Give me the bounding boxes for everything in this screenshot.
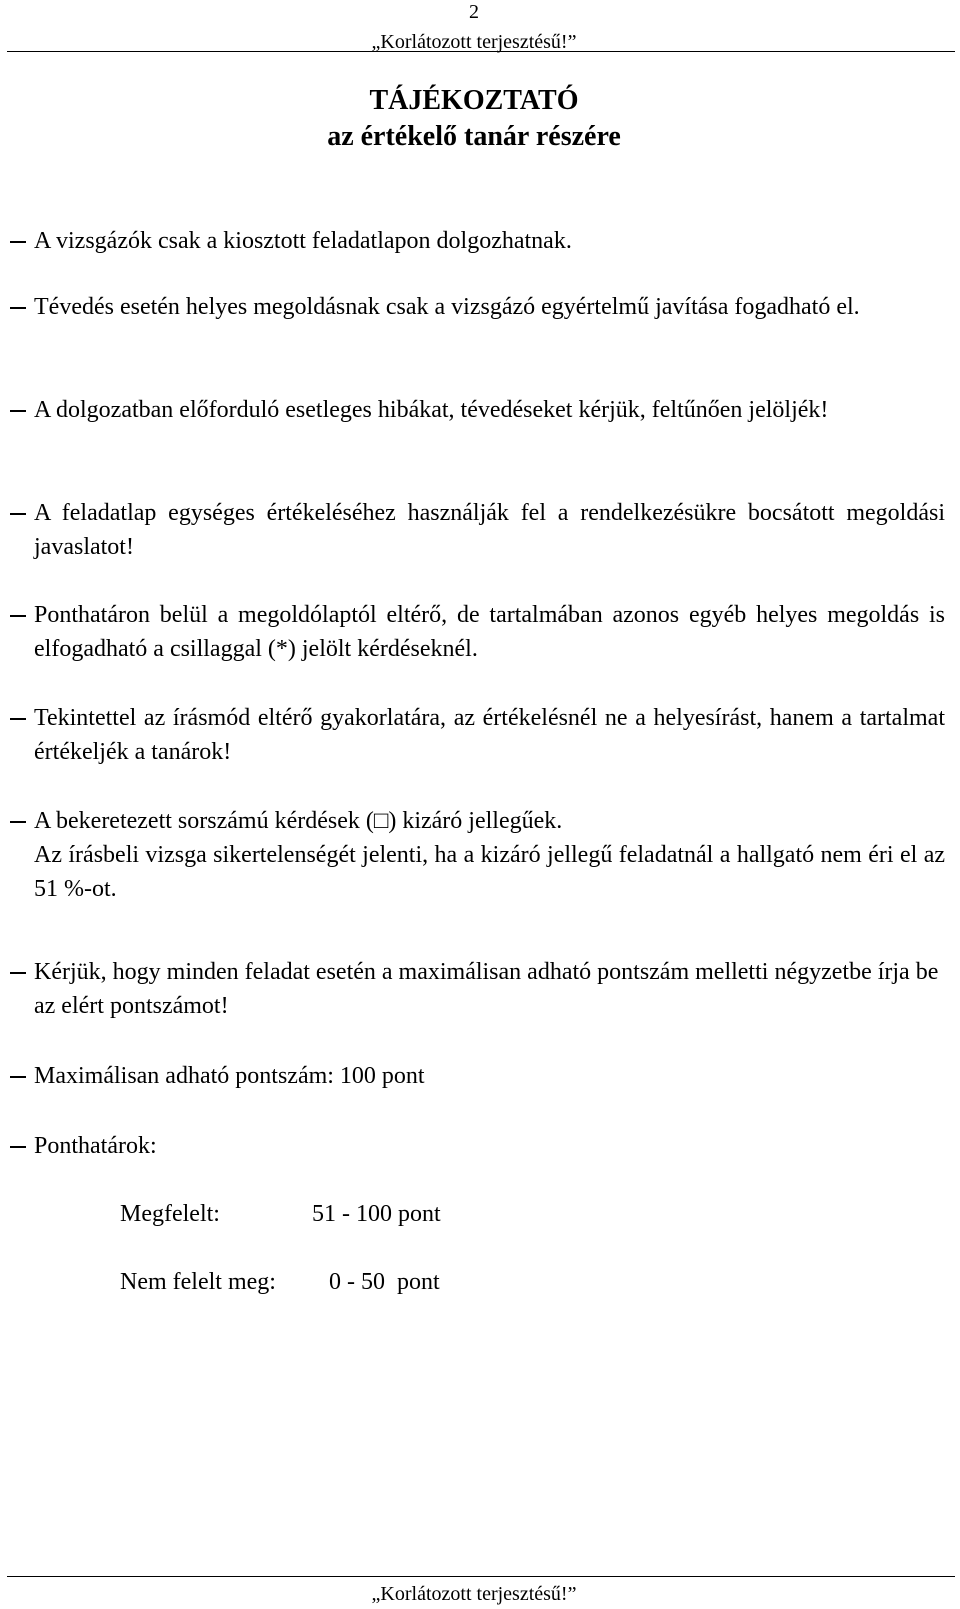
list-item-text: A dolgozatban előforduló esetleges hibákat, tévedéseket kérjük, feltűnően jelöljék! xyxy=(34,397,829,423)
list-item-text-continued: Az írásbeli vizsga sikertelenségét jelenti, ha a kizáró jellegű feladatnál a hallgató nem éri el az 51 %-ot. xyxy=(34,842,945,902)
page-number: 2 xyxy=(469,1,479,23)
list-item xyxy=(10,701,945,769)
threshold-pass-value: 51 - 100 pont xyxy=(312,1201,441,1227)
dash-bullet-icon xyxy=(10,718,26,720)
threshold-pass-label: Megfelelt: xyxy=(120,1201,220,1227)
header-divider xyxy=(7,51,955,52)
list-item-text: Kérjük, hogy minden feladat esetén a maximálisan adható pontszám melletti négyzetbe írja be az elért pontszámot! xyxy=(34,959,939,1019)
list-item xyxy=(10,290,945,324)
list-item-text: Maximálisan adható pontszám: 100 pont xyxy=(34,1063,425,1089)
list-item-text: A bekeretezett sorszámú kérdések (□) kizáró jellegűek. xyxy=(34,808,563,834)
list-item xyxy=(10,393,945,427)
title-line-1: TÁJÉKOZTATÓ xyxy=(369,85,579,116)
dash-bullet-icon xyxy=(10,513,26,515)
dash-bullet-icon xyxy=(10,821,26,823)
list-item-text: Tekintettel az írásmód eltérő gyakorlatára, az értékelésnél ne a helyesírást, hanem a tartalmat értékeljék a tanárok! xyxy=(34,705,945,765)
header-distribution-label: „Korlátozott terjesztésű!” xyxy=(371,31,577,53)
document-title xyxy=(0,83,948,155)
dash-bullet-icon xyxy=(10,307,26,309)
list-item xyxy=(10,804,945,906)
dash-bullet-icon xyxy=(10,972,26,974)
dash-bullet-icon xyxy=(10,615,26,617)
title-line-2: az értékelő tanár részére xyxy=(327,121,621,152)
dash-bullet-icon xyxy=(10,241,26,243)
footer-divider xyxy=(7,1576,955,1577)
list-item xyxy=(10,955,945,1023)
footer-distribution-label: „Korlátozott terjesztésű!” xyxy=(371,1583,577,1605)
threshold-row-pass xyxy=(120,1197,620,1231)
threshold-fail-value: 0 - 50 pont xyxy=(329,1269,440,1295)
list-item xyxy=(10,224,945,258)
threshold-row-fail xyxy=(120,1265,620,1299)
list-item-text: A feladatlap egységes értékeléséhez használják fel a rendelkezésükre bocsátott megoldási javaslatot! xyxy=(34,500,945,560)
list-item xyxy=(10,598,945,666)
list-item-text: Ponthatárok: xyxy=(34,1133,157,1159)
list-item xyxy=(10,496,945,564)
dash-bullet-icon xyxy=(10,1076,26,1078)
threshold-fail-label: Nem felelt meg: xyxy=(120,1269,276,1295)
list-item-text: Tévedés esetén helyes megoldásnak csak a vizsgázó egyértelmű javítása fogadható el. xyxy=(34,294,860,320)
list-item xyxy=(10,1059,945,1093)
list-item-text: Ponthatáron belül a megoldólaptól eltérő, de tartalmában azonos egyéb helyes megoldás is elfogadható a csillaggal (*) jelölt kérdéseknél. xyxy=(34,602,945,662)
list-item-text: A vizsgázók csak a kiosztott feladatlapon dolgozhatnak. xyxy=(34,228,572,254)
dash-bullet-icon xyxy=(10,410,26,412)
dash-bullet-icon xyxy=(10,1146,26,1148)
list-item xyxy=(10,1129,945,1163)
